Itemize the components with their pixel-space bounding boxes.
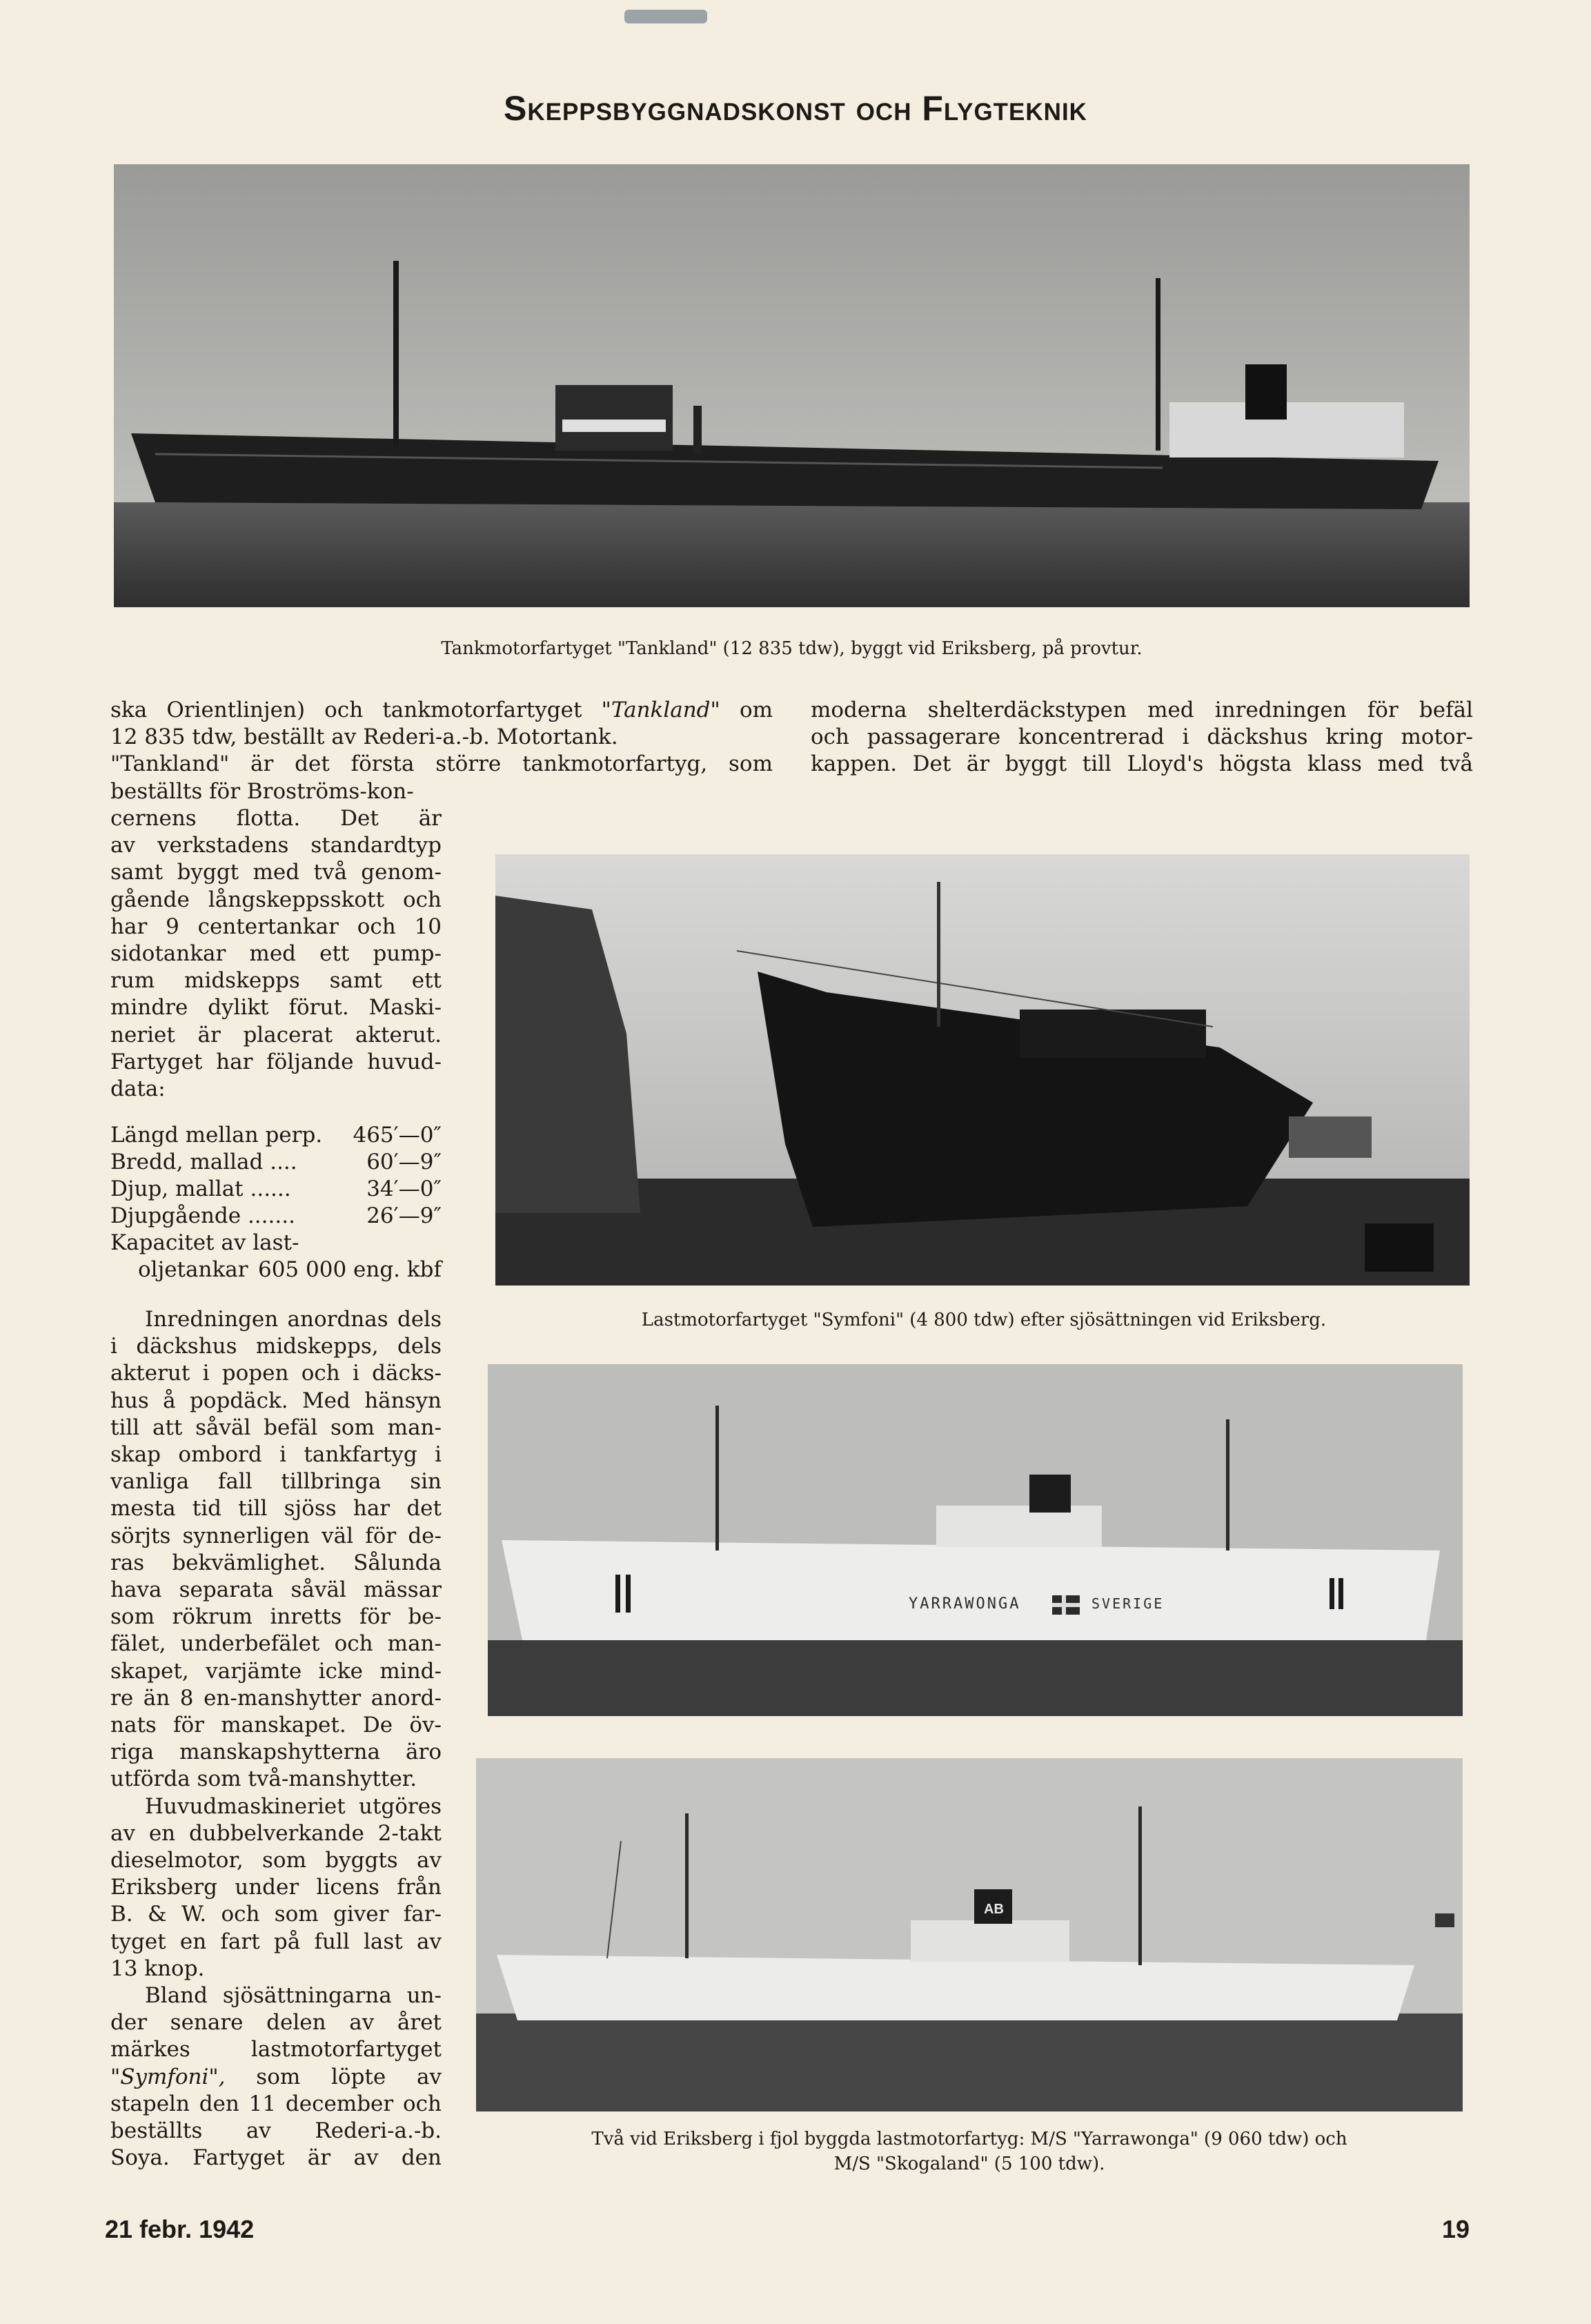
caption-line-1: Två vid Eriksberg i fjol byggda lastmotorfartyg: M/S "Yarrawonga" (9 060 tdw) och: [591, 2129, 1347, 2149]
article-intro: [110, 697, 773, 805]
col1-line: nats för manskapet. De öv-: [110, 1713, 442, 1738]
symfoni-ship-illustration: [495, 854, 1470, 1286]
spec-value: 465′—0″: [353, 1123, 442, 1148]
spec-value: 60′—9″: [366, 1150, 442, 1174]
col1-line: sidotankar med ett pump-: [110, 941, 442, 967]
intro-line-1-text: ska Orientlinjen) och tankmotorfartyget: [110, 698, 582, 722]
col1-line: B. & W. och som giver far-: [110, 1902, 442, 1927]
col1-line: re än 8 en-manshytter anord-: [110, 1685, 442, 1711]
col1-line: vanliga fall tillbringa sin: [110, 1469, 442, 1495]
col1-line: sörjts synnerligen väl för de-: [110, 1523, 442, 1548]
col1-line: Huvudmaskineriet utgöres: [145, 1793, 442, 1819]
col1-line: samt byggt med två genom-: [110, 860, 442, 885]
page-header: [0, 88, 1591, 128]
col1-line: rum midskepps samt ett: [110, 968, 442, 994]
intro-om: om: [739, 698, 773, 722]
col1-line: till att såväl befäl som man-: [110, 1415, 442, 1440]
header-title-och: och: [856, 89, 912, 128]
col1-line: Fartyget har följande huvud-: [110, 1049, 442, 1074]
spec-label: Bredd, mallad ....: [110, 1150, 297, 1174]
col2-line: kappen. Det är byggt till Lloyd's högsta klass med två: [811, 751, 1473, 777]
spec-label: oljetankar: [138, 1257, 248, 1282]
intro-line-3: "Tankland" är det första större tankmotorfartyg, som: [110, 751, 773, 777]
spec-row: [110, 1122, 442, 1149]
article-col1-body: [110, 1306, 442, 2172]
col1-line: skapet, varjämte icke mind-: [110, 1658, 442, 1684]
col1-line: 13 knop.: [110, 1956, 205, 1981]
caption-two-ships: [476, 2127, 1463, 2176]
caption-tankland: Tankmotorfartyget "Tankland" (12 835 tdw), byggt vid Eriksberg, på provtur.: [441, 638, 1143, 659]
col1-line: Inredningen anordnas dels: [145, 1307, 442, 1332]
col1-line: ras bekvämlighet. Sålunda: [110, 1550, 442, 1575]
intro-ship-name: "Tankland": [601, 698, 720, 722]
col1-line: mindre dylikt förut. Maski-: [110, 995, 442, 1021]
intro-line-2: 12 835 tdw, beställt av Rederi-a.-b. Motortank.: [110, 725, 618, 750]
spec-value: 34′—0″: [366, 1176, 442, 1201]
photo-symfoni: [495, 854, 1470, 1286]
hull-name-text: YARRAWONGA: [909, 1595, 1021, 1613]
col1-line: akterut i popen och i däcks-: [110, 1361, 442, 1386]
spec-label: Djup, mallat ......: [110, 1176, 291, 1201]
col1-line: Eriksberg under licens från: [110, 1875, 442, 1900]
spec-label: Djupgående .......: [110, 1203, 295, 1228]
col1-line: beställts av Rederi-a.-b.: [110, 2118, 442, 2144]
col1-line: Bland sjösättningarna un-: [145, 1983, 442, 2009]
caption-symfoni: Lastmotorfartyget "Symfoni" (4 800 tdw) efter sjösättningen vid Eriksberg.: [641, 1310, 1327, 1330]
col1-line: der senare delen av året: [110, 2010, 442, 2036]
col1-line: utförda som två-manshytter.: [110, 1766, 417, 1792]
col1-line: cernens flotta. Det är: [110, 806, 442, 831]
col1-line: skap ombord i tankfartyg i: [110, 1442, 442, 1468]
col1-line: av verkstadens standardtyp: [110, 833, 442, 858]
col1-line: märkes lastmotorfartyget: [110, 2037, 442, 2062]
col1-line: stapeln den 11 december och: [110, 2091, 442, 2116]
spec-value: 605 000 eng. kbf: [257, 1257, 442, 1282]
col1-line: hava separata såväl mässar: [110, 1577, 442, 1603]
page-number: 19: [1441, 2215, 1470, 2243]
col1-line: hus å popdäck. Med hänsyn: [110, 1388, 442, 1413]
photo-tankland: [114, 164, 1470, 607]
article-col2: [811, 697, 1473, 778]
col1-line: gående långskeppsskott och: [110, 887, 442, 912]
col1-line: data:: [110, 1076, 166, 1102]
header-title-part1: Skeppsbyggnadskonst: [504, 89, 846, 128]
spec-table: [110, 1122, 442, 1283]
photo-yarrawonga: [488, 1364, 1463, 1716]
spec-row: [110, 1176, 442, 1203]
spec-value: 26′—9″: [366, 1203, 442, 1228]
photo-skogaland: [476, 1758, 1463, 2111]
col1-line: i däckshus midskepps, dels: [110, 1334, 442, 1359]
col1-line: Soya. Fartyget är av den: [110, 2145, 442, 2171]
spec-row: [110, 1203, 442, 1230]
col2-line: och passagerare koncentrerad i däckshus kring motor-: [811, 725, 1473, 750]
col1-line-rest: som löpte av: [256, 2064, 442, 2089]
spec-label: Längd mellan perp.: [110, 1123, 323, 1148]
col1-line: som rökrum inretts för be-: [110, 1604, 442, 1630]
hull-country-text: SVERIGE: [1091, 1595, 1165, 1612]
col1-line: [110, 2064, 442, 2091]
staple-mark: [624, 10, 707, 23]
tankland-ship-illustration: [114, 164, 1470, 607]
header-title-part2: Flygteknik: [922, 89, 1087, 128]
yarrawonga-ship-illustration: [488, 1364, 1463, 1716]
col1-line: neriet är placerat akterut.: [110, 1022, 442, 1047]
col1-line: mesta tid till sjöss har det: [110, 1496, 442, 1522]
col2-line: moderna shelterdäckstypen med inredningen för befäl: [811, 698, 1473, 722]
col1-line: av en dubbelverkande 2-takt: [110, 1820, 442, 1846]
article-col1-spec-intro: [110, 805, 442, 1103]
col1-line: tyget en fart på full last av: [110, 1929, 442, 1954]
col1-line: dieselmotor, som byggts av: [110, 1848, 442, 1873]
skogaland-ship-illustration: [476, 1758, 1463, 2111]
col1-line: fälet, underbefälet och man-: [110, 1631, 442, 1657]
col1-line: riga manskapshytterna äro: [110, 1740, 442, 1765]
spec-capacity-line1: Kapacitet av last-: [110, 1230, 299, 1255]
symfoni-name: "Symfoni",: [110, 2064, 226, 2089]
intro-line-4: beställts för Broströms-kon-: [110, 778, 414, 804]
caption-line-2: M/S "Skogaland" (5 100 tdw).: [833, 2154, 1105, 2174]
footer-date: 21 febr. 1942: [105, 2215, 255, 2243]
col1-line: har 9 centertankar och 10: [110, 914, 442, 939]
spec-capacity-row: [110, 1257, 442, 1283]
funnel-logo-text: AB: [984, 1902, 1004, 1917]
spec-row: [110, 1149, 442, 1176]
intro-line-1: [110, 697, 773, 724]
